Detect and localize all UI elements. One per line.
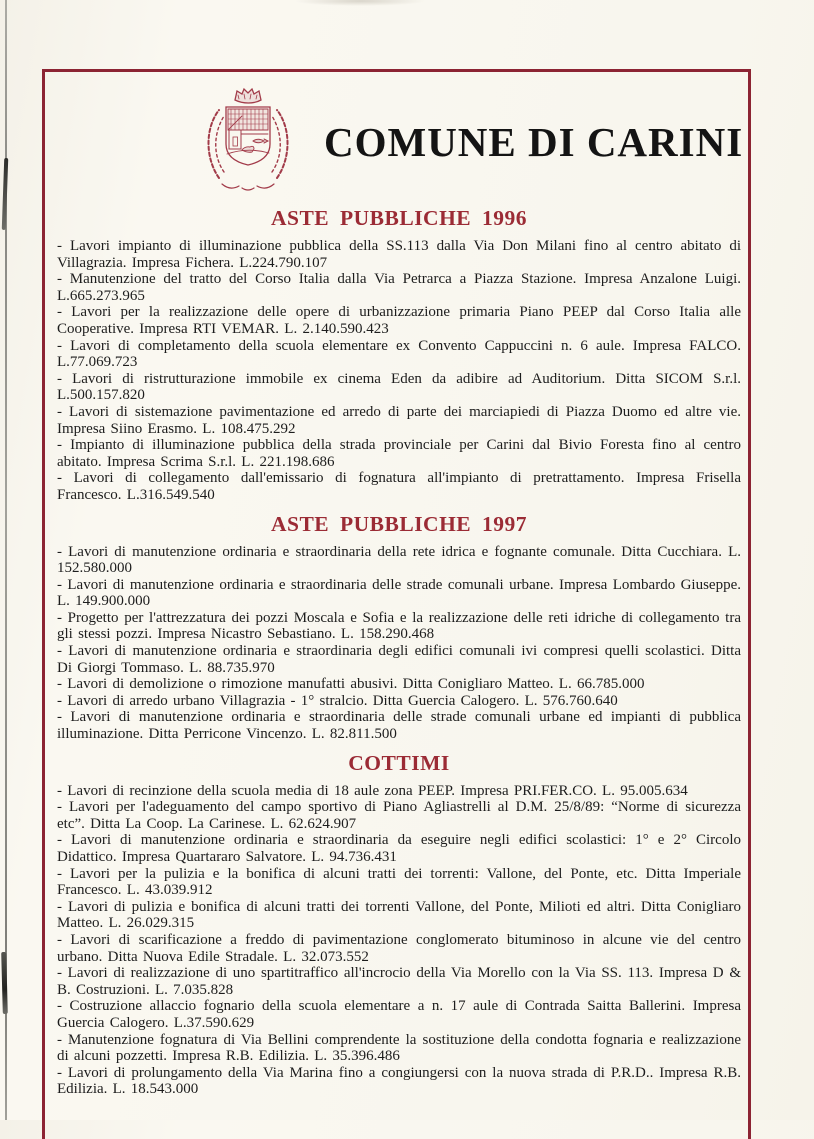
works-entry: - Lavori impianto di illuminazione pubblica della SS.113 dalla Via Don Milani fino al centro abitato di Villagrazia. Impresa Fichera. L.224.790.107 xyxy=(57,238,741,271)
section-heading: COTTIMI xyxy=(348,750,450,775)
section-heading: ASTE PUBBLICHE 1996 xyxy=(270,206,528,230)
works-entry: - Lavori di manutenzione ordinaria e straordinaria delle strade comunali urbane. Impresa Lombardo Giuseppe. L. 149.900.000 xyxy=(57,576,741,610)
works-entry: - Lavori di demolizione o rimozione manufatti abusivi. Ditta Conigliaro Matteo. L. 66.785.000 xyxy=(57,676,645,693)
works-entry: - Lavori di scarificazione a freddo di pavimentazione conglomerato bituminoso in alcune vie del centro urbano. Ditta Nuova Edile Stradale. L. 32.073.552 xyxy=(57,931,741,965)
works-entry: - Lavori di manutenzione ordinaria e straordinaria da eseguire negli edifici scolastici: 1° e 2° Circolo Didattico. Impresa Quartararo Salvatore. L. 94.736.431 xyxy=(57,832,741,865)
works-entry: - Lavori di ristrutturazione immobile ex cinema Eden da adibire ad Auditorium. Ditta SICOM S.r.l. L.500.157.820 xyxy=(57,370,741,404)
works-entry: - Lavori di completamento della scuola elementare ex Convento Cappuccini n. 6 aule. Impresa FALCO. L.77.069.723 xyxy=(57,337,741,371)
scan-smudge xyxy=(295,0,425,6)
works-entry: - Lavori di realizzazione di uno spartitraffico all'incrocio della Via Morello con la Via SS. 113. Impresa D & B. Costruzioni. L. 7.035.828 xyxy=(57,965,741,998)
sections-container xyxy=(57,206,741,1098)
works-entry: - Lavori di pulizia e bonifica di alcuni tratti dei torrenti Vallone, del Ponte, Milioti ed altri. Ditta Conigliaro Matteo. L. 26.029.315 xyxy=(57,898,741,932)
works-entry: - Lavori di manutenzione ordinaria e straordinaria delle strade comunali urbane ed impianti di pubblica illuminazione. Ditta Perricone Vincenzo. L. 82.811.500 xyxy=(57,709,741,743)
works-entry: - Manutenzione fognatura di Via Bellini comprendente la sostituzione della condotta fognaria e realizzazione di alcuni pozzetti. Impresa R.B. Edilizia. L. 35.396.486 xyxy=(57,1031,741,1065)
works-entry: - Lavori di recinzione della scuola media di 18 aule zona PEEP. Impresa PRI.FER.CO. L. 95.005.634 xyxy=(57,782,688,799)
works-entry: - Lavori di collegamento dall'emissario di fognatura all'impianto di pretrattamento. Impresa Frisella Francesco. L.316.549.540 xyxy=(57,470,741,503)
works-entry: - Costruzione allaccio fognario della scuola elementare a n. 17 aule di Contrada Saitta Ballerini. Impresa Guercia Calogero. L.37.590.629 xyxy=(57,998,741,1031)
document-section xyxy=(57,206,741,504)
works-entry: - Lavori di prolungamento della Via Marina fino a congiungersi con la nuova strada di P.R.D.. Impresa R.B. Edilizia. L. 18.543.000 xyxy=(57,1064,741,1098)
binding-smudge-upper xyxy=(2,158,9,230)
masthead xyxy=(57,86,744,198)
document-section xyxy=(57,512,741,743)
works-entry: - Manutenzione del tratto del Corso Italia dalla Via Petrarca a Piazza Stazione. Impresa Anzalone Luigi. L.665.273.965 xyxy=(57,271,741,304)
works-entry: - Lavori per la realizzazione delle opere di urbanizzazione primaria Piano PEEP dal Corso Italia alle Cooperative. Impresa RTI VEMAR. L. 2.140.590.423 xyxy=(57,304,741,337)
works-entry: - Lavori di sistemazione pavimentazione ed arredo di parte dei marciapiedi di Piazza Duomo ed altre vie. Impresa Siino Erasmo. L. 108.475.292 xyxy=(57,403,741,437)
works-entry: - Lavori di arredo urbano Villagrazia - 1° stralcio. Ditta Guercia Calogero. L. 576.760.640 xyxy=(57,692,618,709)
works-entry: - Lavori per la pulizia e la bonifica di alcuni tratti dei torrenti: Vallone, del Ponte, etc. Ditta Imperiale Francesco. L. 43.039.912 xyxy=(57,865,741,899)
works-entry: - Lavori per l'adeguamento del campo sportivo di Piano Agliastrelli al D.M. 25/8/89: “Norme di sicurezza etc”. Ditta La Coop. La Carinese. L. 62.624.907 xyxy=(57,799,741,832)
document-section xyxy=(57,751,741,1098)
carini-coat-of-arms-icon xyxy=(198,86,298,198)
works-entry: - Lavori di manutenzione ordinaria e straordinaria degli edifici comunali ivi compresi quelli scolastici. Ditta Di Giorgi Tommaso. L. 88.735.970 xyxy=(57,643,741,676)
page-title: COMUNE DI CARINI xyxy=(324,119,744,165)
works-entry: - Progetto per l'attrezzatura dei pozzi Moscala e Sofia e la realizzazione delle reti idriche di collegamento tra gli stessi pozzi. Impresa Nicastro Sebastiano. L. 158.290.468 xyxy=(57,609,741,643)
section-heading: ASTE PUBBLICHE 1997 xyxy=(270,511,528,536)
works-entry: - Impianto di illuminazione pubblica della strada provinciale per Carini dal Bivio Foresta fino al centro abitato. Impresa Scrima S.r.l. L. 221.198.686 xyxy=(57,437,741,470)
works-entry: - Lavori di manutenzione ordinaria e straordinaria della rete idrica e fognante comunale. Ditta Cucchiara. L. 152.580.000 xyxy=(57,543,741,577)
page-border-frame xyxy=(42,69,751,1139)
